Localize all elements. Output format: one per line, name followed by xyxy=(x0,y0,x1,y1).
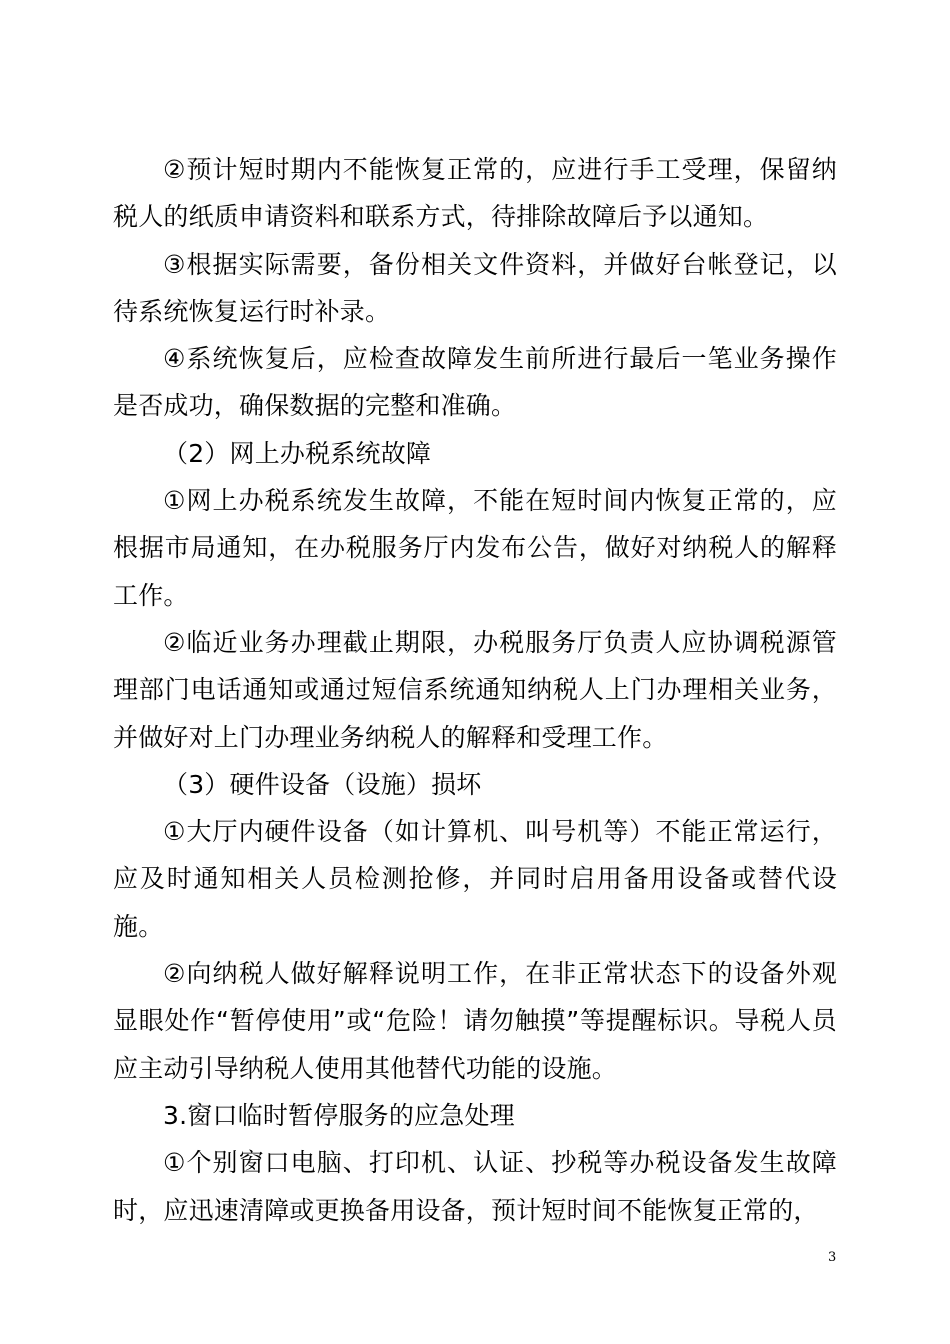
paragraph: ①网上办税系统发生故障，不能在短时间内恢复正常的，应根据市局通知，在办税服务厅内发布公告，做好对纳税人的解释工作。 xyxy=(113,486,837,610)
paragraph: ③根据实际需要，备份相关文件资料，并做好台帐登记，以待系统恢复运行时补录。 xyxy=(113,249,837,326)
section-heading: 3.窗口临时暂停服务的应急处理 xyxy=(163,1100,515,1130)
section-heading: （3）硬件设备（设施）损坏 xyxy=(163,769,482,799)
paragraph: ①个别窗口电脑、打印机、认证、抄税等办税设备发生故障时，应迅速清障或更换备用设备，预计短时间不能恢复正常的， xyxy=(113,1148,837,1225)
paragraph: ②预计短时期内不能恢复正常的，应进行手工受理，保留纳税人的纸质申请资料和联系方式，待排除故障后予以通知。 xyxy=(113,155,837,232)
paragraph: ②向纳税人做好解释说明工作，在非正常状态下的设备外观显眼处作“暂停使用”或“危险！请勿触摸”等提醒标识。导税人员应主动引导纳税人使用其他替代功能的设施。 xyxy=(113,959,837,1083)
page-number: 3 xyxy=(828,1250,837,1265)
body-text xyxy=(113,146,837,1234)
section-heading: （2）网上办税系统故障 xyxy=(163,438,432,468)
paragraph: ②临近业务办理截止期限，办税服务厅负责人应协调税源管理部门电话通知或通过短信系统通知纳税人上门办理相关业务，并做好对上门办理业务纳税人的解释和受理工作。 xyxy=(113,627,837,752)
paragraph: ④系统恢复后，应检查故障发生前所进行最后一笔业务操作是否成功，确保数据的完整和准确。 xyxy=(113,344,837,421)
paragraph: ①大厅内硬件设备（如计算机、叫号机等）不能正常运行，应及时通知相关人员检测抢修，并同时启用备用设备或替代设施。 xyxy=(113,817,837,941)
